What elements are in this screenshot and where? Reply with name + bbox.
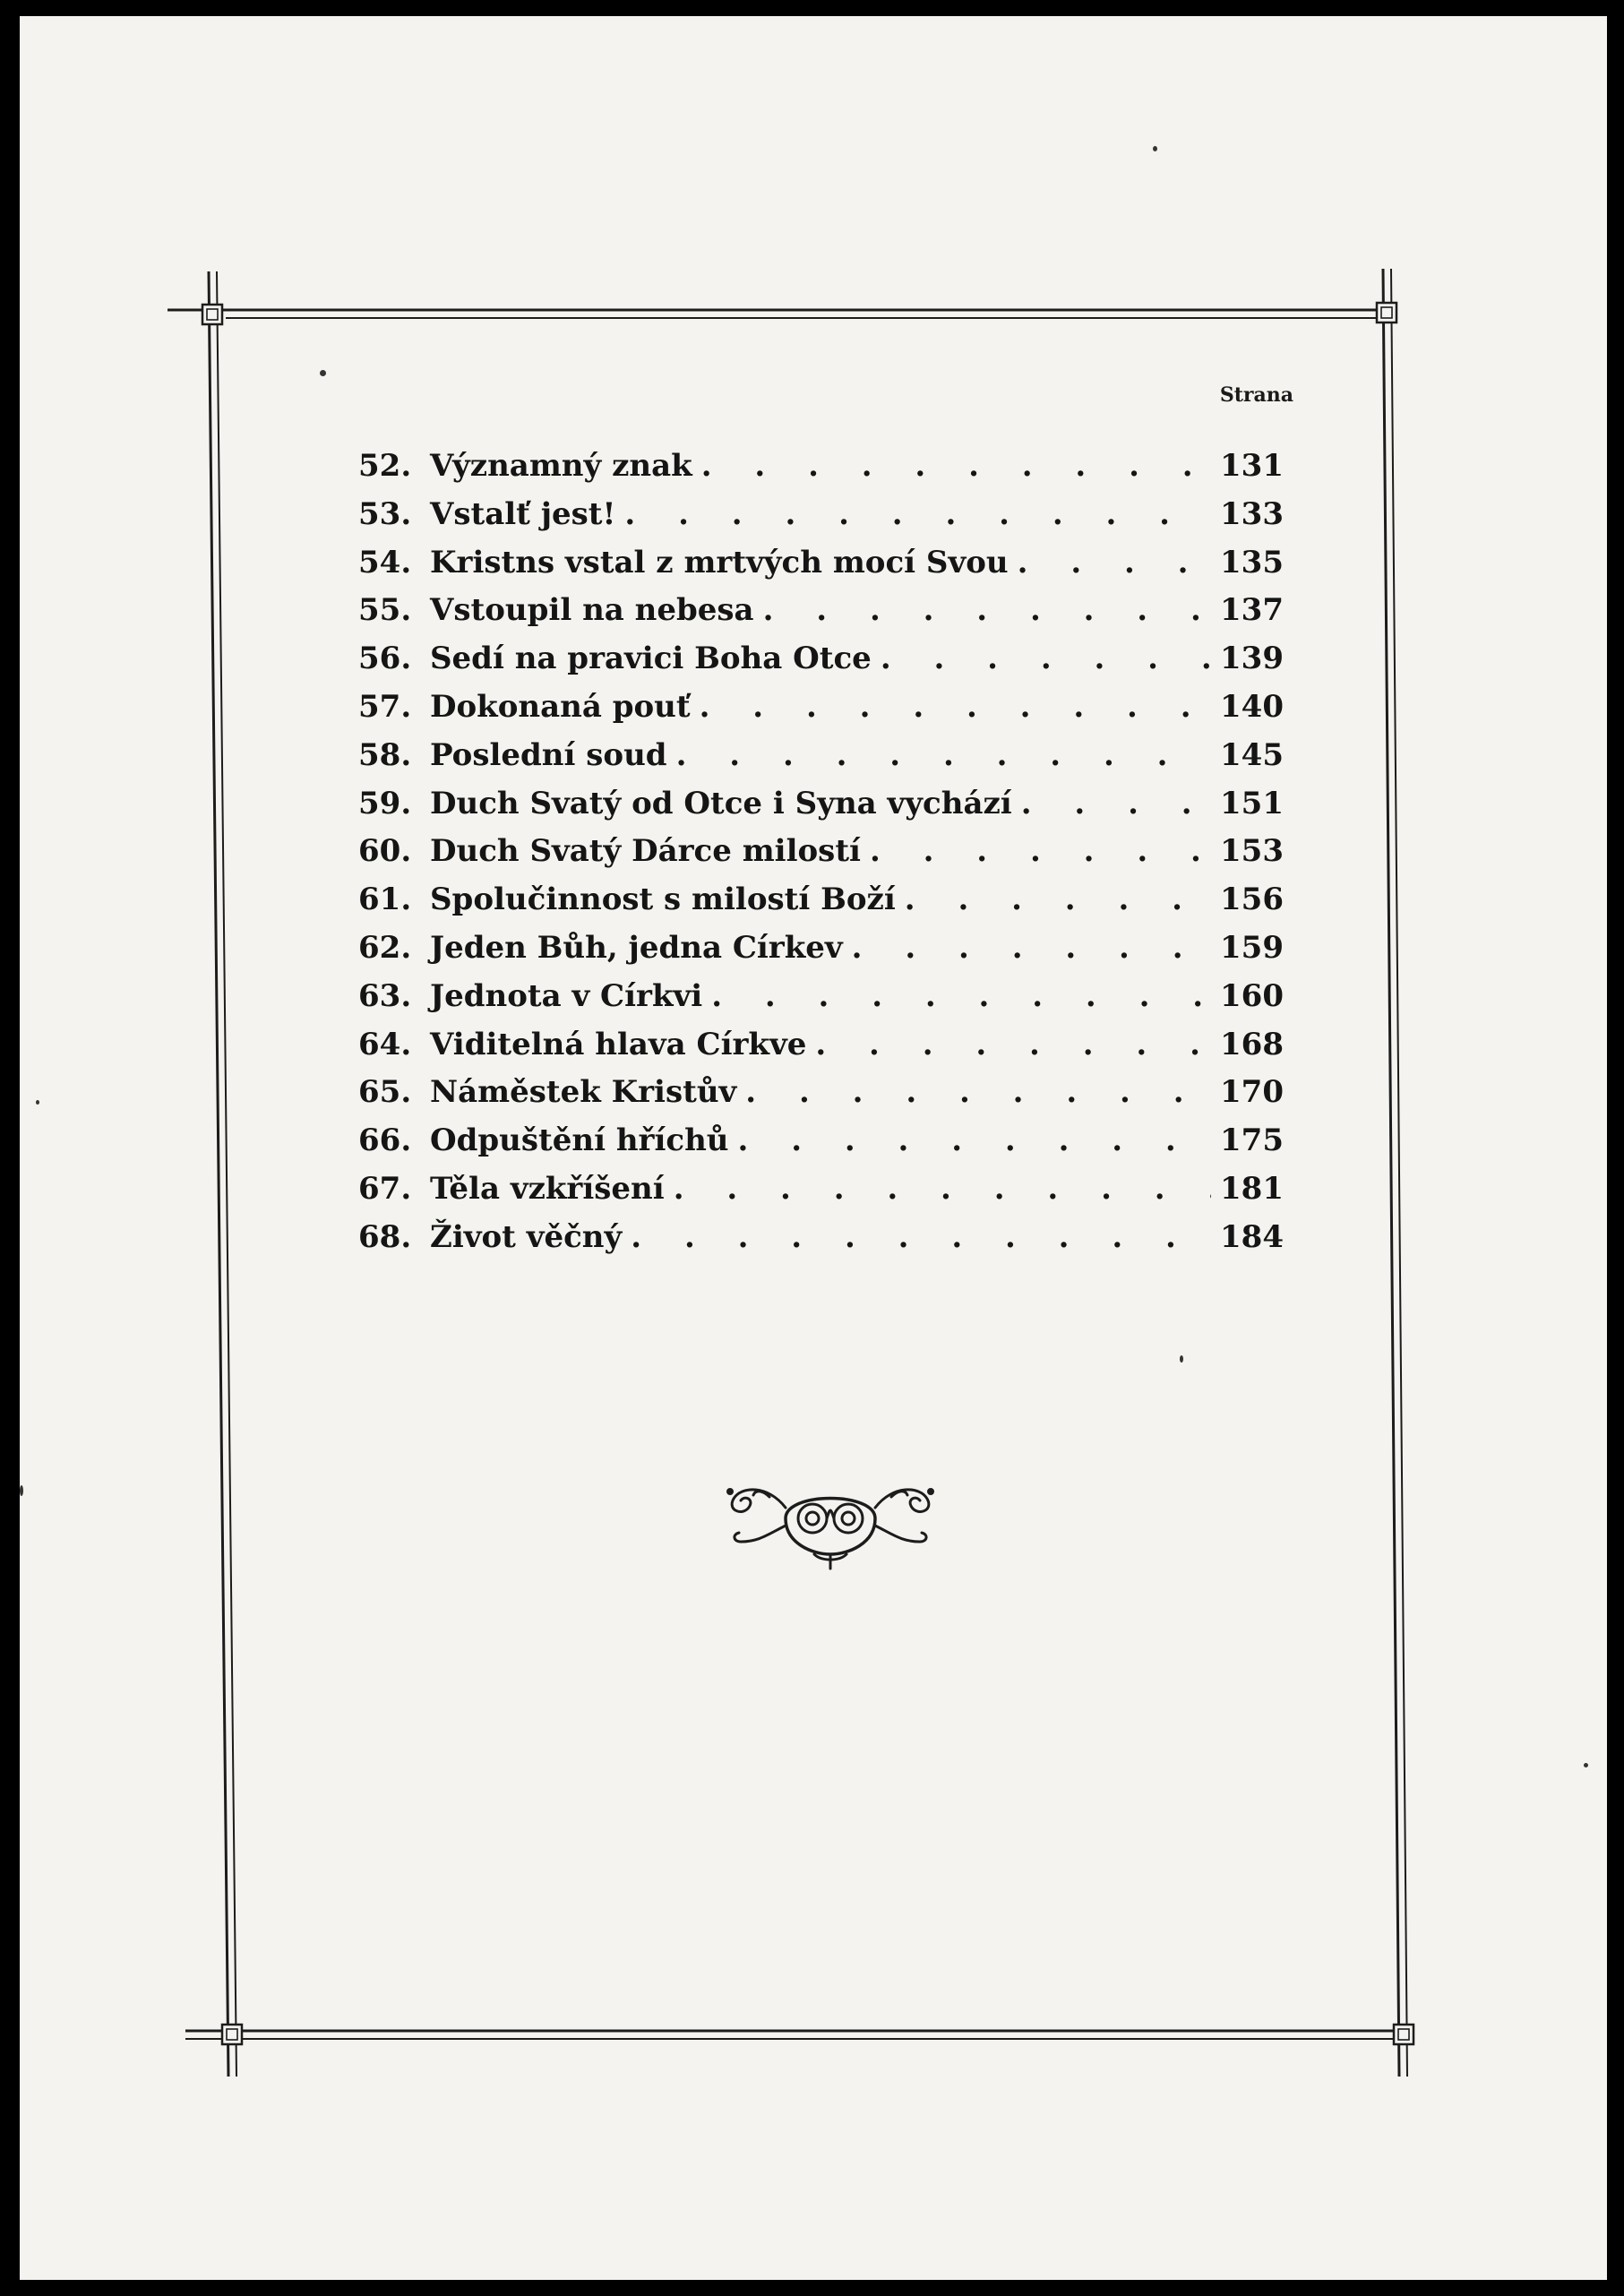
- dot-leader: [700, 689, 1211, 725]
- entry-title: Těla vzkříšení: [430, 1170, 665, 1207]
- dot-leader: [870, 833, 1211, 869]
- dot-leader: [674, 1171, 1211, 1207]
- print-speck: [320, 370, 326, 376]
- page-column-header: Strana: [1219, 383, 1293, 407]
- entry-title: Jednota v Církvi: [430, 977, 703, 1014]
- entry-number: 61.: [358, 881, 412, 918]
- entry-title: Spolučinnost s milostí Boží: [430, 881, 896, 918]
- print-speck: [1584, 1763, 1588, 1767]
- entry-number: 58.: [358, 736, 412, 773]
- entry-title: Dokonaná pouť: [430, 688, 691, 725]
- toc-entry: [358, 641, 1283, 689]
- toc-entry: [358, 1074, 1283, 1122]
- entry-number: 62.: [358, 929, 412, 966]
- entry-page: 159: [1220, 929, 1284, 966]
- entry-page: 160: [1220, 977, 1284, 1014]
- entry-title: Kristns vstal z mrtvých mocí Svou: [430, 544, 1009, 580]
- toc-entry: [358, 1122, 1283, 1171]
- entry-number: 59.: [358, 785, 412, 821]
- entry-title: Poslední soud: [430, 736, 667, 773]
- entry-page: 153: [1220, 833, 1284, 870]
- toc-entry: [358, 1027, 1283, 1075]
- entry-number: 55.: [358, 592, 412, 629]
- entry-page: 139: [1220, 641, 1284, 677]
- entry-number: 53.: [358, 495, 412, 532]
- entry-page: 140: [1220, 688, 1284, 725]
- entry-number: 54.: [358, 544, 412, 580]
- entry-title: Jeden Bůh, jedna Církev: [430, 929, 843, 966]
- entry-page: 170: [1220, 1074, 1284, 1111]
- entry-title: Duch Svatý Dárce milostí: [430, 833, 861, 870]
- dot-leader: [815, 1027, 1211, 1062]
- entry-page: 137: [1220, 592, 1284, 629]
- print-speck: [1153, 146, 1157, 151]
- dot-leader: [905, 881, 1211, 917]
- toc-entry: [358, 737, 1283, 786]
- dot-leader: [763, 592, 1211, 628]
- table-of-contents: [358, 448, 1283, 1268]
- toc-entry: [358, 833, 1283, 881]
- toc-entry: [358, 786, 1283, 834]
- dot-leader: [1021, 786, 1211, 821]
- entry-page: 168: [1220, 1026, 1284, 1062]
- print-speck: [1180, 1355, 1183, 1363]
- entry-number: 56.: [358, 641, 412, 677]
- entry-page: 151: [1220, 785, 1284, 821]
- toc-entry: [358, 1171, 1283, 1219]
- dot-leader: [1018, 545, 1211, 580]
- entry-page: 175: [1220, 1122, 1284, 1159]
- toc-entry: [358, 448, 1283, 496]
- entry-title: Viditelná hlava Církve: [430, 1026, 807, 1062]
- entry-title: Vstalť jest!: [430, 495, 616, 532]
- entry-number: 68.: [358, 1218, 412, 1255]
- scroll-ornament: [714, 1472, 947, 1570]
- dot-leader: [738, 1122, 1211, 1158]
- toc-entry: [358, 496, 1283, 545]
- dot-leader: [745, 1074, 1211, 1110]
- dot-leader: [676, 737, 1211, 773]
- toc-entry: [358, 545, 1283, 593]
- entry-page: 181: [1220, 1170, 1284, 1207]
- dot-leader: [881, 641, 1211, 676]
- entry-number: 67.: [358, 1170, 412, 1207]
- entry-number: 52.: [358, 448, 412, 484]
- entry-title: Duch Svatý od Otce i Syna vychází: [430, 785, 1012, 821]
- entry-title: Sedí na pravici Boha Otce: [430, 641, 872, 677]
- dot-leader: [711, 978, 1211, 1014]
- entry-page: 133: [1220, 495, 1284, 532]
- toc-entry: [358, 930, 1283, 978]
- book-page: [20, 16, 1607, 2280]
- entry-page: 156: [1220, 881, 1284, 918]
- entry-title: Vstoupil na nebesa: [430, 592, 754, 629]
- entry-title: Významný znak: [430, 448, 692, 484]
- dot-leader: [631, 1219, 1211, 1255]
- entry-title: Náměstek Kristův: [430, 1074, 737, 1111]
- entry-title: Život věčný: [430, 1218, 623, 1255]
- entry-page: 184: [1220, 1218, 1284, 1255]
- toc-entry: [358, 689, 1283, 737]
- entry-page: 135: [1220, 544, 1284, 580]
- entry-number: 64.: [358, 1026, 412, 1062]
- entry-number: 57.: [358, 688, 412, 725]
- entry-title: Odpuštění hříchů: [430, 1122, 729, 1159]
- toc-entry: [358, 1219, 1283, 1268]
- dot-leader: [701, 448, 1211, 484]
- print-speck: [36, 1100, 39, 1105]
- dot-leader: [852, 930, 1211, 966]
- toc-entry: [358, 592, 1283, 641]
- toc-entry: [358, 978, 1283, 1027]
- entry-number: 66.: [358, 1122, 412, 1159]
- toc-entry: [358, 881, 1283, 930]
- entry-number: 65.: [358, 1074, 412, 1111]
- entry-number: 60.: [358, 833, 412, 870]
- entry-number: 63.: [358, 977, 412, 1014]
- dot-leader: [624, 496, 1211, 532]
- print-speck: [20, 1485, 23, 1496]
- entry-page: 145: [1220, 736, 1284, 773]
- entry-page: 131: [1220, 448, 1284, 484]
